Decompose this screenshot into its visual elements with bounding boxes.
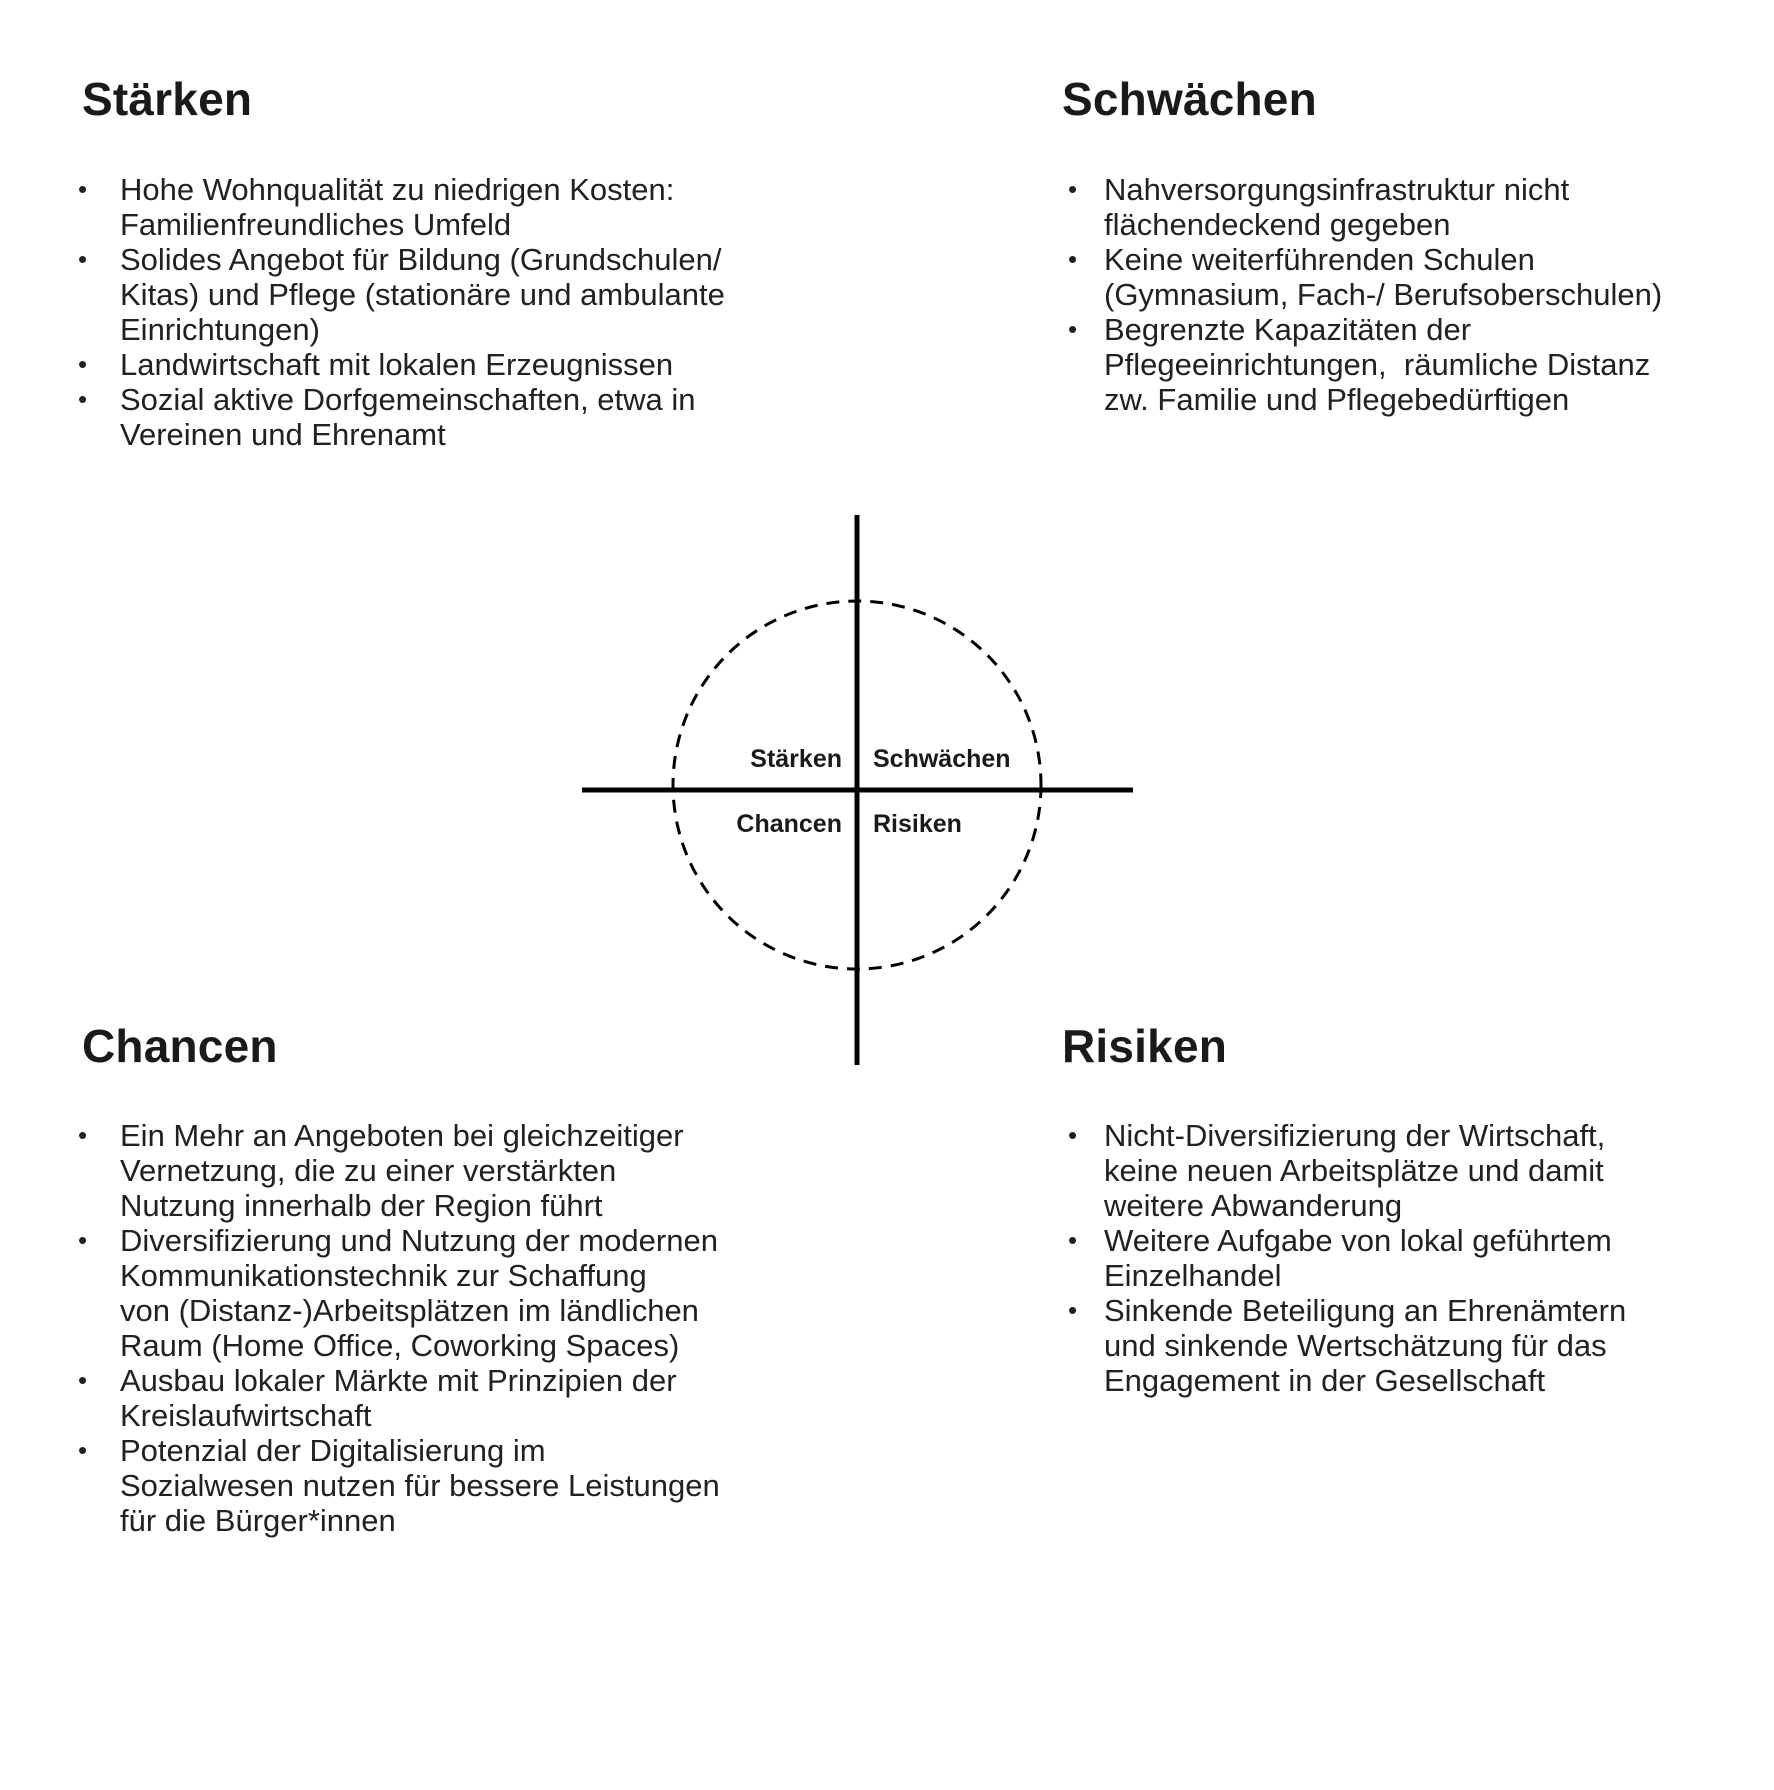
bullet-marker: • (1068, 314, 1078, 344)
bullet-marker: • (78, 1365, 88, 1395)
list-item-text (120, 1363, 677, 1433)
list-item (78, 1118, 720, 1223)
list-item-text (120, 1433, 720, 1538)
list-item (1068, 312, 1662, 417)
text-line: von (Distanz-)Arbeitsplätzen im ländlichen (120, 1293, 699, 1328)
text-line: Sozial aktive Dorfgemeinschaften, etwa in (120, 382, 696, 417)
risks-list (1068, 1118, 1626, 1398)
text-line: Potenzial der Digitalisierung im (120, 1433, 546, 1468)
list-item-text (1104, 1118, 1605, 1223)
list-item-text (120, 242, 725, 347)
diagram-label-schwaechen: Schwächen (873, 745, 1011, 773)
list-item-text (1104, 312, 1650, 417)
bullet-marker: • (78, 174, 88, 204)
text-line: Nahversorgungsinfrastruktur nicht (1104, 172, 1570, 207)
list-item-text (120, 172, 674, 242)
list-item-text (120, 347, 673, 382)
bullet-marker: • (1068, 1225, 1078, 1255)
bullet-marker: • (1068, 1120, 1078, 1150)
text-line: Solides Angebot für Bildung (Grundschulen/ (120, 242, 722, 277)
bullet-marker: • (78, 1120, 88, 1150)
diagram-label-chancen: Chancen (736, 810, 842, 838)
text-line: Keine weiterführenden Schulen (1104, 242, 1535, 277)
bullet-marker: • (1068, 174, 1078, 204)
list-item-text (120, 1223, 718, 1363)
text-line: Weitere Aufgabe von lokal geführtem (1104, 1223, 1612, 1258)
list-item (78, 347, 725, 382)
text-line: Pflegeeinrichtungen, räumliche Distanz (1104, 347, 1651, 382)
text-line: Ein Mehr an Angeboten bei gleichzeitiger (120, 1118, 684, 1153)
strengths-list (78, 172, 725, 452)
text-line: Vereinen und Ehrenamt (120, 417, 446, 452)
diagram-label-staerken: Stärken (750, 745, 842, 773)
weaknesses-list (1068, 172, 1662, 417)
risks-heading: Risiken (1062, 1020, 1228, 1072)
list-item-text (1104, 242, 1662, 312)
text-line: Kitas) und Pflege (stationäre und ambulante (120, 277, 725, 312)
text-line: weitere Abwanderung (1104, 1188, 1403, 1223)
list-item (78, 1433, 720, 1538)
text-line: und sinkende Wertschätzung für das (1104, 1328, 1607, 1363)
list-item-text (120, 1118, 684, 1223)
text-line: zw. Familie und Pflegebedürftigen (1104, 382, 1570, 417)
list-item (1068, 172, 1662, 242)
list-item-text (1104, 1293, 1626, 1398)
list-item (78, 242, 725, 347)
opportunities-list (78, 1118, 720, 1538)
bullet-marker: • (78, 244, 88, 274)
text-line: Landwirtschaft mit lokalen Erzeugnissen (120, 347, 674, 382)
text-line: Nicht-Diversifizierung der Wirtschaft, (1104, 1118, 1606, 1153)
list-item (1068, 1223, 1626, 1293)
bullet-marker: • (78, 1435, 88, 1465)
text-line: Sinkende Beteiligung an Ehrenämtern (1104, 1293, 1627, 1328)
bullet-marker: • (78, 349, 88, 379)
list-item (78, 1223, 720, 1363)
list-item (78, 1363, 720, 1433)
bullet-marker: • (1068, 1295, 1078, 1325)
text-line: Kreislaufwirtschaft (120, 1398, 372, 1433)
list-item (1068, 1293, 1626, 1398)
text-line: Begrenzte Kapazitäten der (1104, 312, 1472, 347)
text-line: Raum (Home Office, Coworking Spaces) (120, 1328, 680, 1363)
strengths-heading: Stärken (82, 73, 253, 125)
text-line: Engagement in der Gesellschaft (1104, 1363, 1546, 1398)
text-line: Hohe Wohnqualität zu niedrigen Kosten: (120, 172, 675, 207)
text-line: Ausbau lokaler Märkte mit Prinzipien der (120, 1363, 677, 1398)
text-line: Vernetzung, die zu einer verstärkten (120, 1153, 617, 1188)
swot-axes-diagram (500, 480, 1200, 1100)
text-line: Sozialwesen nutzen für bessere Leistungen (120, 1468, 720, 1503)
weaknesses-heading: Schwächen (1062, 73, 1317, 125)
list-item (78, 172, 725, 242)
text-line: Diversifizierung und Nutzung der modernen (120, 1223, 718, 1258)
text-line: keine neuen Arbeitsplätze und damit (1104, 1153, 1604, 1188)
text-line: flächendeckend gegeben (1104, 207, 1451, 242)
list-item (1068, 242, 1662, 312)
list-item-text (1104, 172, 1569, 242)
diagram-label-risiken: Risiken (873, 810, 962, 838)
text-line: für die Bürger*innen (120, 1503, 396, 1538)
list-item (78, 382, 725, 452)
text-line: Kommunikationstechnik zur Schaffung (120, 1258, 647, 1293)
opportunities-heading: Chancen (82, 1020, 278, 1072)
list-item (1068, 1118, 1626, 1223)
bullet-marker: • (78, 1225, 88, 1255)
text-line: Familienfreundliches Umfeld (120, 207, 512, 242)
text-line: Nutzung innerhalb der Region führt (120, 1188, 603, 1223)
bullet-marker: • (78, 384, 88, 414)
list-item-text (1104, 1223, 1612, 1293)
text-line: Einzelhandel (1104, 1258, 1282, 1293)
text-line: Einrichtungen) (120, 312, 320, 347)
list-item-text (120, 382, 696, 452)
bullet-marker: • (1068, 244, 1078, 274)
text-line: (Gymnasium, Fach-/ Berufsoberschulen) (1104, 277, 1663, 312)
